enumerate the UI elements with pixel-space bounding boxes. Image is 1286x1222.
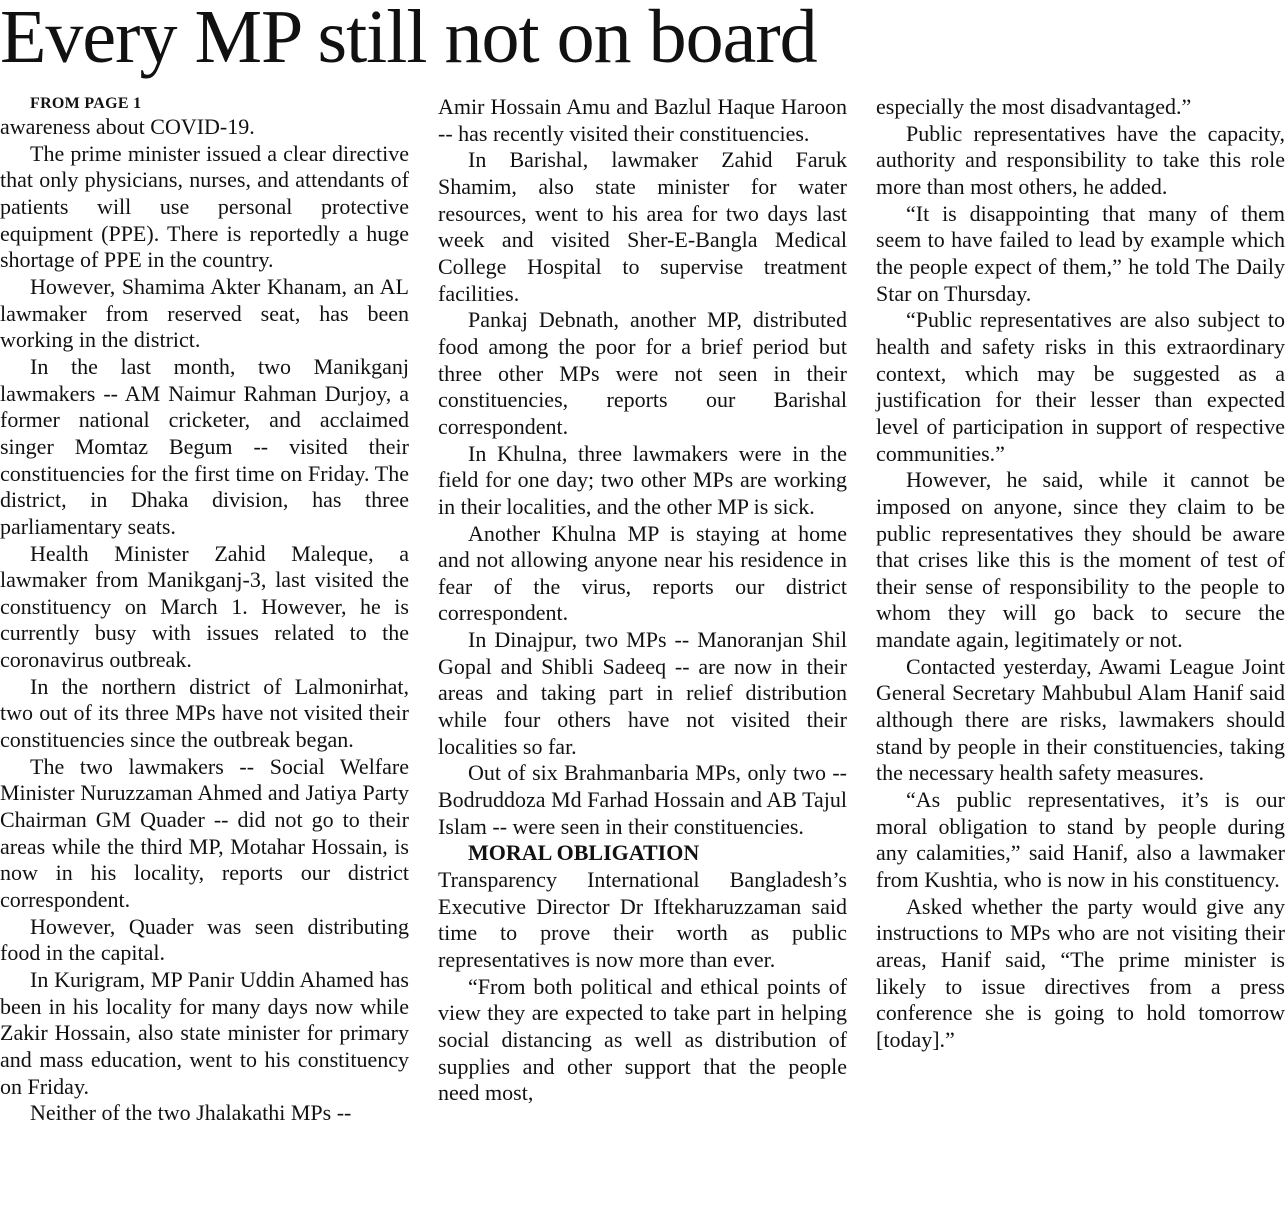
paragraph: Public representatives have the capacity, authority and responsibility to take this role more than most others, he added. bbox=[876, 120, 1285, 199]
paragraph: “As public representatives, it’s is our moral obligation to stand by people during any calamities,” said Hanif, also a lawmaker from Kushtia, who is now in his constituency. bbox=[876, 787, 1285, 893]
paragraph: “From both political and ethical points of view they are expected to take part in helping social distancing as well as distribution of supplies and other support that the people need most, bbox=[438, 973, 847, 1106]
paragraph: The two lawmakers -- Social Welfare Minister Nuruzzaman Ahmed and Jatiya Party Chairman GM Quader -- did not go to their areas while the third MP, Motahar Hossain, is now in his locality, reports our district correspondent. bbox=[0, 753, 409, 913]
paragraph: Amir Hossain Amu and Bazlul Haque Haroon -- has recently visited their constituencies. bbox=[438, 94, 847, 146]
paragraph: “Public representatives are also subject to health and safety risks in this extraordinary context, which may be suggested as a justification for their lesser than expected level of participation in support of respective communities.” bbox=[876, 307, 1285, 466]
paragraph: However, he said, while it cannot be imposed on anyone, since they claim to be public representatives they should be aware that crises like this is the moment of test of their sense of responsibility to the people to whom they will go back to secure the mandate again, legitimately or not. bbox=[876, 467, 1285, 653]
paragraph: Contacted yesterday, Awami League Joint General Secretary Mahbubul Alam Hanif said although there are risks, lawmakers should stand by people in their constituencies, taking the necessary health safety measures. bbox=[876, 653, 1285, 786]
paragraph: In Dinajpur, two MPs -- Manoranjan Shil Gopal and Shibli Sadeeq -- are now in their areas and taking part in relief distribution while four others have not visited their localities so far. bbox=[438, 627, 847, 759]
subheading: MORAL OBLIGATION bbox=[468, 840, 700, 866]
paragraph: “It is disappointing that many of them seem to have failed to lead by example which the people expect of them,” he told The Daily Star on Thursday. bbox=[876, 200, 1285, 306]
jump-label: FROM PAGE 1 bbox=[30, 95, 142, 112]
paragraph: In the last month, two Manikganj lawmakers -- AM Naimur Rahman Durjoy, a former national cricketer, and acclaimed singer Momtaz Begum -- visited their constituencies for the first time on Friday. The district, in Dhaka division, has three parliamentary seats. bbox=[0, 353, 409, 539]
paragraph: awareness about COVID-19. bbox=[0, 114, 255, 139]
article-body bbox=[0, 94, 1286, 1222]
paragraph: In Khulna, three lawmakers were in the field for one day; two other MPs are working in their localities, and the other MP is sick. bbox=[438, 440, 847, 519]
article-column-2 bbox=[438, 94, 847, 1107]
paragraph: Pankaj Debnath, another MP, distributed food among the poor for a brief period but three other MPs were not seen in their constituencies, reports our Barishal correspondent. bbox=[438, 307, 847, 439]
paragraph: Out of six Brahmanbaria MPs, only two -- Bodruddoza Md Farhad Hossain and AB Tajul Islam -- were seen in their constituencies. bbox=[438, 760, 847, 839]
paragraph: Asked whether the party would give any instructions to MPs who are not visiting their areas, Hanif said, “The prime minister is likely to issue directives from a press conference she is going to hold tomorrow [today].” bbox=[876, 893, 1285, 1052]
article-column-1 bbox=[0, 94, 409, 1127]
paragraph: In Barishal, lawmaker Zahid Faruk Shamim, also state minister for water resources, went to his area for two days last week and visited Sher-E-Bangla Medical College Hospital to supervise treatment facilities. bbox=[438, 147, 847, 306]
paragraph: Health Minister Zahid Maleque, a lawmaker from Manikganj-3, last visited the constituency on March 1. However, he is currently busy with issues related to the coronavirus outbreak. bbox=[0, 540, 409, 673]
paragraph: The prime minister issued a clear directive that only physicians, nurses, and attendants of patients will use personal protective equipment (PPE). There is reportedly a huge shortage of PPE in the country. bbox=[0, 140, 409, 273]
headline: Every MP still not on board bbox=[0, 0, 817, 79]
paragraph: Transparency International Bangladesh’s Executive Director Dr Iftekharuzzaman said time to prove their worth as public representatives is now more than ever. bbox=[438, 867, 847, 972]
paragraph: Neither of the two Jhalakathi MPs -- bbox=[30, 1100, 352, 1126]
paragraph: In the northern district of Lalmonirhat, two out of its three MPs have not visited their constituencies since the outbreak began. bbox=[0, 673, 409, 753]
paragraph: In Kurigram, MP Panir Uddin Ahamed has been in his locality for many days now while Zakir Hossain, also state minister for primary and mass education, went to his constituency on Friday. bbox=[0, 967, 409, 1099]
paragraph: especially the most disadvantaged.” bbox=[876, 94, 1192, 119]
paragraph: However, Quader was seen distributing food in the capital. bbox=[0, 913, 409, 966]
article-column-3 bbox=[876, 94, 1285, 1054]
paragraph: Another Khulna MP is staying at home and not allowing anyone near his residence in fear of the virus, reports our district correspondent. bbox=[438, 520, 847, 626]
paragraph: However, Shamima Akter Khanam, an AL lawmaker from reserved seat, has been working in the district. bbox=[0, 273, 409, 353]
